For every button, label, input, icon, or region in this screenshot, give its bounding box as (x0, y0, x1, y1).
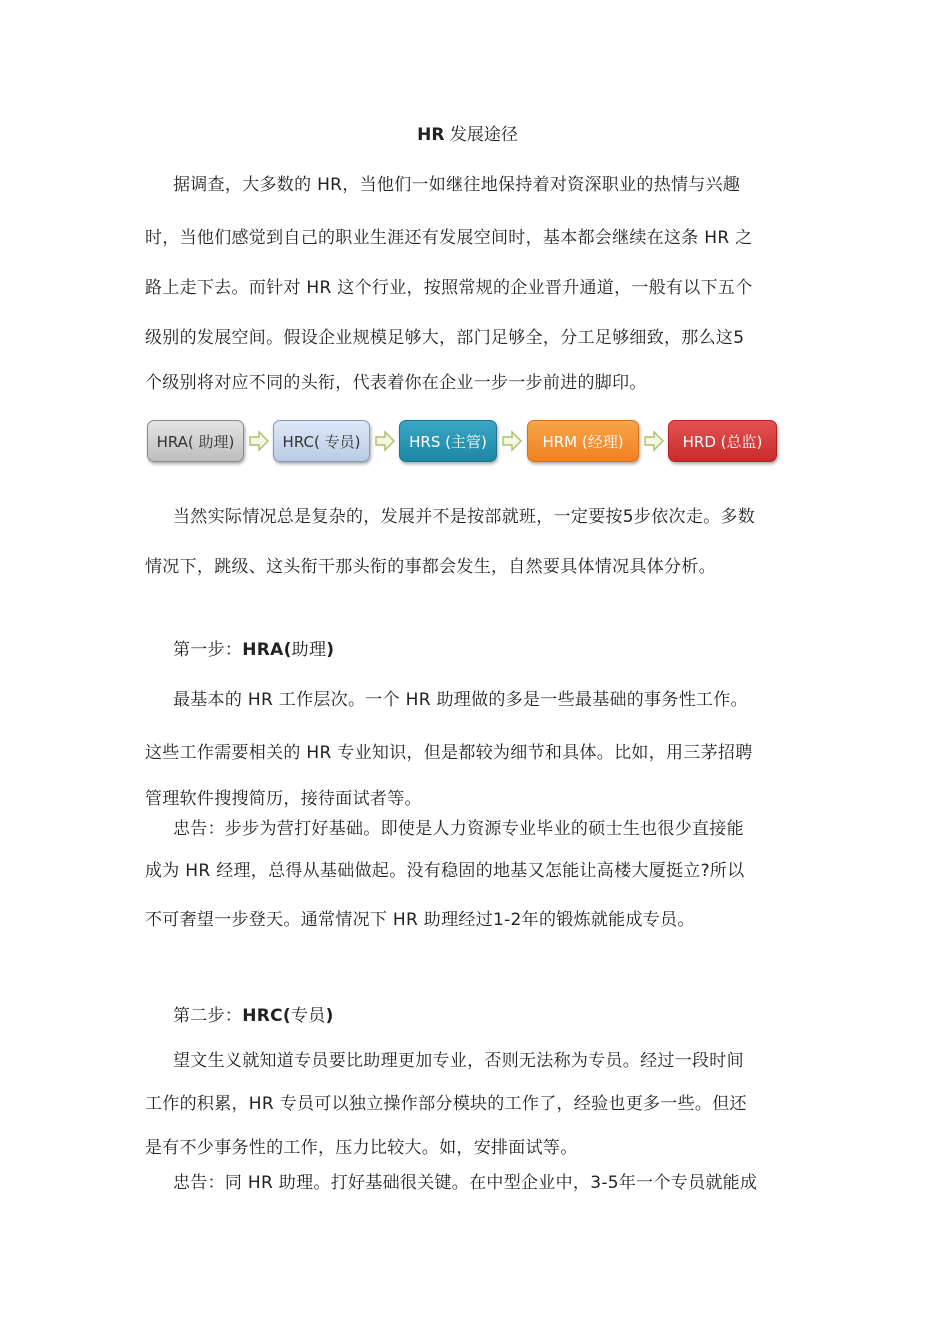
arrow-right-icon (248, 430, 270, 452)
step1-code: HRA( (242, 640, 292, 660)
flow-step-hra: HRA( 助理) (147, 420, 244, 462)
arrow-right-icon (374, 430, 396, 452)
page-title (0, 122, 935, 148)
intro-line: 时，当他们感觉到自己的职业生涯还有发展空间时，基本都会继续在这条 HR 之 (145, 228, 753, 248)
career-flow-diagram (147, 416, 779, 470)
step1-close: ) (326, 640, 335, 660)
step1-line: 最基本的 HR 工作层次。一个 HR 助理做的多是一些最基础的事务性工作。 (173, 690, 748, 710)
step1-advice-line: 忠告：步步为营打好基础。即使是人力资源专业毕业的硕士生也很少直接能 (173, 819, 744, 839)
arrow-right-icon (501, 430, 523, 452)
intro-line: 个级别将对应不同的头衔，代表着你在企业一步一步前进的脚印。 (145, 373, 647, 393)
step2-line: 工作的积累，HR 专员可以独立操作部分模块的工作了，经验也更多一些。但还 (145, 1094, 747, 1114)
paragraph-line: 情况下，跳级、这头衔干那头衔的事都会发生，自然要具体情况具体分析。 (145, 557, 716, 577)
step1-advice-line: 成为 HR 经理，总得从基础做起。没有稳固的地基又怎能让高楼大厦挺立?所以 (145, 861, 745, 881)
step2-name: 专员 (290, 1006, 326, 1026)
step2-advice-line: 忠告：同 HR 助理。打好基础很关键。在中型企业中，3-5年一个专员就能成 (173, 1173, 758, 1193)
intro-line: 路上走下去。而针对 HR 这个行业，按照常规的企业晋升通道，一般有以下五个 (145, 278, 753, 298)
flow-step-hrm: HRM (经理) (527, 420, 639, 462)
flow-step-hrd: HRD (总监) (668, 420, 777, 462)
paragraph-line: 当然实际情况总是复杂的，发展并不是按部就班，一定要按5步依次走。多数 (173, 507, 756, 527)
flow-step-hrc: HRC( 专员) (273, 420, 370, 462)
title-bold: HR (417, 125, 445, 145)
arrow-right-icon (643, 430, 665, 452)
step2-line: 是有不少事务性的工作，压力比较大。如，安排面试等。 (145, 1138, 578, 1158)
step1-advice-line: 不可奢望一步登天。通常情况下 HR 助理经过1-2年的锻炼就能成专员。 (145, 910, 695, 930)
intro-line: 据调查，大多数的 HR，当他们一如继往地保持着对资深职业的热情与兴趣 (173, 175, 741, 195)
step1-prefix: 第一步： (173, 640, 243, 660)
flow-step-hrs: HRS (主管) (399, 420, 497, 462)
step2-close: ) (325, 1006, 334, 1026)
step1-line: 这些工作需要相关的 HR 专业知识，但是都较为细节和具体。比如，用三茅招聘 (145, 743, 753, 763)
step1-line: 管理软件搜搜简历，接待面试者等。 (145, 789, 422, 809)
step2-line: 望文生义就知道专员要比助理更加专业，否则无法称为专员。经过一段时间 (173, 1051, 744, 1071)
step1-name: 助理 (291, 640, 327, 660)
step2-prefix: 第二步： (173, 1006, 243, 1026)
step2-heading (173, 1003, 813, 1029)
title-text: 发展途径 (444, 125, 518, 145)
intro-line: 级别的发展空间。假设企业规模足够大，部门足够全，分工足够细致，那么这5 (145, 328, 745, 348)
step2-code: HRC( (242, 1006, 291, 1026)
step1-heading (173, 637, 813, 663)
